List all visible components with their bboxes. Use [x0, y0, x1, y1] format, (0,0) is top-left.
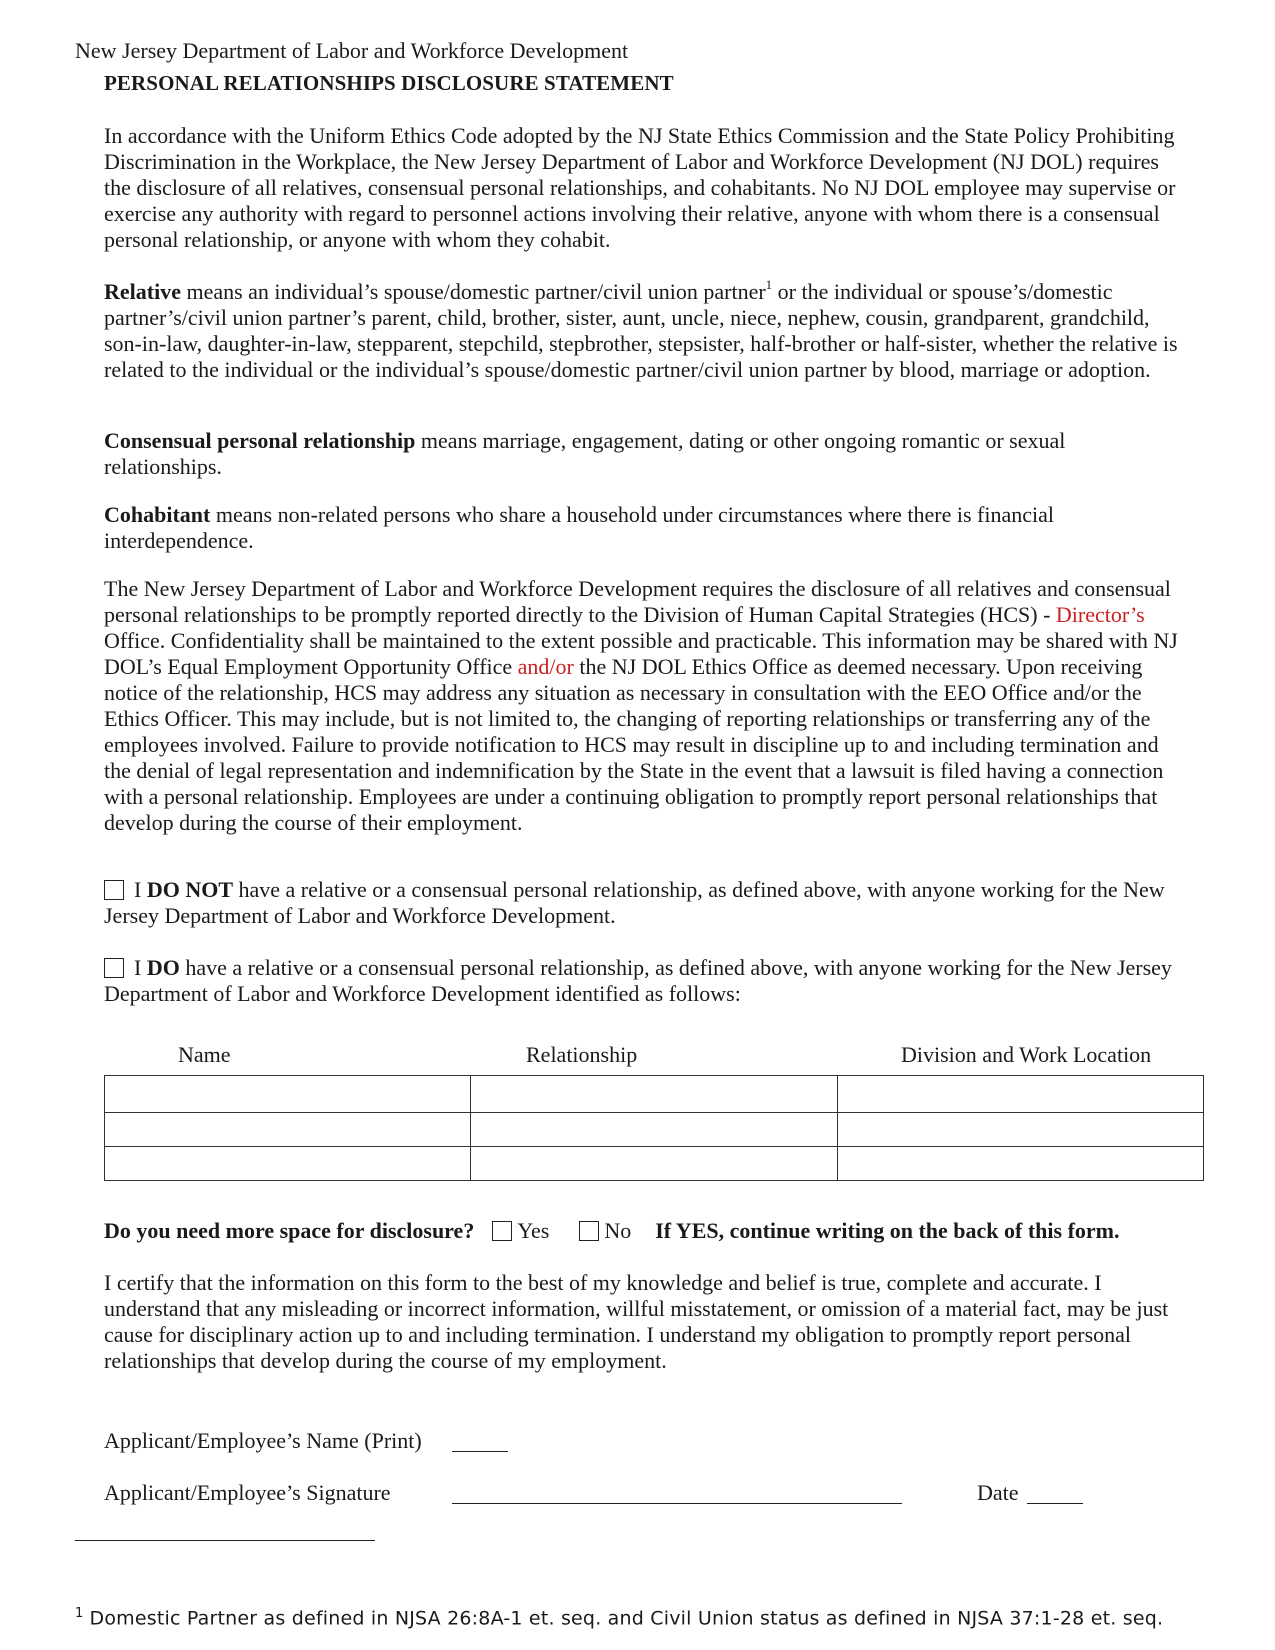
more-space-yes-label: Yes [517, 1218, 550, 1243]
table-cell-division[interactable] [837, 1076, 1203, 1113]
do-not-checkbox[interactable] [104, 880, 124, 900]
table-cell-relationship[interactable] [471, 1076, 837, 1113]
table-row [105, 1113, 1204, 1147]
employee-name-label: Applicant/Employee’s Name (Print) [104, 1428, 422, 1453]
cohabitant-text: means non-related persons who share a household under circumstances where there is financial interdependence. [104, 502, 1054, 553]
do-not-prefix: I [134, 877, 147, 902]
employee-signature-line[interactable] [452, 1503, 902, 1504]
cohabitant-definition [104, 502, 1184, 554]
employee-name-line[interactable] [452, 1451, 508, 1452]
do-not-text: have a relative or a consensual personal relationship, as defined above, with anyone working for the New Jersey Department of Labor and Workforce Development. [104, 877, 1165, 928]
table-row [105, 1147, 1204, 1181]
consensual-text: means marriage, engagement, dating or other ongoing romantic or sexual relationships. [104, 428, 1066, 479]
more-space-line [104, 1218, 1120, 1244]
more-space-question: Do you need more space for disclosure? [104, 1218, 475, 1243]
column-header-name: Name [178, 1042, 231, 1067]
form-title: PERSONAL RELATIONSHIPS DISCLOSURE STATEMENT [104, 71, 674, 95]
option-do [104, 955, 1189, 1007]
footnote-mark: 1 [75, 1606, 84, 1621]
policy-paragraph [104, 576, 1184, 836]
footnote-separator [75, 1540, 375, 1541]
table-cell-name[interactable] [105, 1147, 471, 1181]
footnote-text: Domestic Partner as defined in NJSA 26:8A-1 et. seq. and Civil Union status as defined in NJSA 37:1-28 et. seq. [89, 1607, 1164, 1630]
more-space-yes-checkbox[interactable] [492, 1221, 512, 1241]
table-cell-name[interactable] [105, 1113, 471, 1147]
do-prefix: I [134, 955, 147, 980]
relative-term: Relative [104, 279, 181, 304]
relative-text-b: or the individual or spouse’s/domestic partner’s/civil union partner’s parent, child, brother, sister, aunt, uncle, niece, nephew, cousin, grandparent, grandchild, son-in-law, daughter-in-law, stepparent, stepchild, stepbrother, stepsister, half-brother or half-sister, whether the relative is related to the individual or the individual’s spouse/domestic partner/civil union partner by blood, marriage or adoption. [104, 279, 1178, 382]
table-row [105, 1076, 1204, 1113]
date-line[interactable] [1027, 1503, 1083, 1504]
footnote-ref: 1 [765, 276, 773, 292]
table-cell-division[interactable] [837, 1113, 1203, 1147]
cohabitant-term: Cohabitant [104, 502, 211, 527]
intro-paragraph: In accordance with the Uniform Ethics Code adopted by the NJ State Ethics Commission and the State Policy Prohibiting Discrimination in the Workplace, the New Jersey Department of Labor and Workforce Development (NJ DOL) requires the disclosure of all relatives, consensual personal relationships, and cohabitants. No NJ DOL employee may supervise or exercise any authority with regard to personnel actions involving their relative, anyone with whom there is a consensual personal relationship, or anyone with whom they cohabit. [104, 123, 1176, 252]
policy-part2: Office. Confidentiality shall be maintained to the extent possible and practicable. This information may be shared with NJ DOL’s Equal Employment Opportunity Office [104, 628, 1178, 679]
more-space-no-checkbox[interactable] [579, 1221, 599, 1241]
certification-paragraph: I certify that the information on this form to the best of my knowledge and belief is true, complete and accurate. I understand that any misleading or incorrect information, willful misstatement, or omission of a material fact, may be just cause for disciplinary action up to and including termination. I understand my obligation to promptly report personal relationships that develop during the course of my employment. [104, 1270, 1169, 1373]
disclosure-table [104, 1075, 1204, 1181]
date-label: Date [977, 1480, 1019, 1505]
consensual-term: Consensual personal relationship [104, 428, 416, 453]
do-bold: DO [146, 955, 180, 980]
do-text: have a relative or a consensual personal relationship, as defined above, with anyone working for the New Jersey Department of Labor and Workforce Development identified as follows: [104, 955, 1172, 1006]
department-name: New Jersey Department of Labor and Workforce Development [75, 38, 629, 63]
column-header-division: Division and Work Location [901, 1042, 1152, 1067]
policy-part3: the NJ DOL Ethics Office as deemed necessary. Upon receiving notice of the relationship, HCS may address any situation as necessary in consultation with the EEO Office and/or the Ethics Officer. This may include, but is not limited to, the changing of reporting relationships or transferring any of the employees involved. Failure to provide notification to HCS may result in discipline up to and including termination and the denial of legal representation and indemnification by the State in the event that a lawsuit is filed having a connection with a personal relationship. Employees are under a continuing obligation to promptly report personal relationships that develop during the course of their employment. [104, 654, 1164, 835]
more-space-no-label: No [604, 1218, 632, 1243]
relative-definition [104, 276, 1184, 383]
consensual-definition [104, 428, 1184, 480]
relative-text-a: means an individual’s spouse/domestic partner/civil union partner [180, 279, 766, 304]
table-cell-division[interactable] [837, 1147, 1203, 1181]
table-cell-relationship[interactable] [471, 1147, 837, 1181]
do-not-bold: DO NOT [146, 877, 234, 902]
column-header-relationship: Relationship [526, 1042, 638, 1067]
table-cell-relationship[interactable] [471, 1113, 837, 1147]
do-checkbox[interactable] [104, 958, 124, 978]
employee-signature-label: Applicant/Employee’s Signature [104, 1480, 391, 1505]
policy-red-directors: Director’s [1055, 602, 1145, 627]
more-space-instruction: If YES, continue writing on the back of this form. [655, 1218, 1120, 1243]
policy-part1: The New Jersey Department of Labor and Workforce Development requires the disclosure of all relatives and consensual personal relationships to be promptly reported directly to the Division of Human Capital Strategies (HCS) - [104, 576, 1171, 627]
footnote [75, 1601, 1163, 1631]
table-cell-name[interactable] [105, 1076, 471, 1113]
policy-red-andor: and/or [517, 654, 574, 679]
option-do-not [104, 877, 1189, 929]
